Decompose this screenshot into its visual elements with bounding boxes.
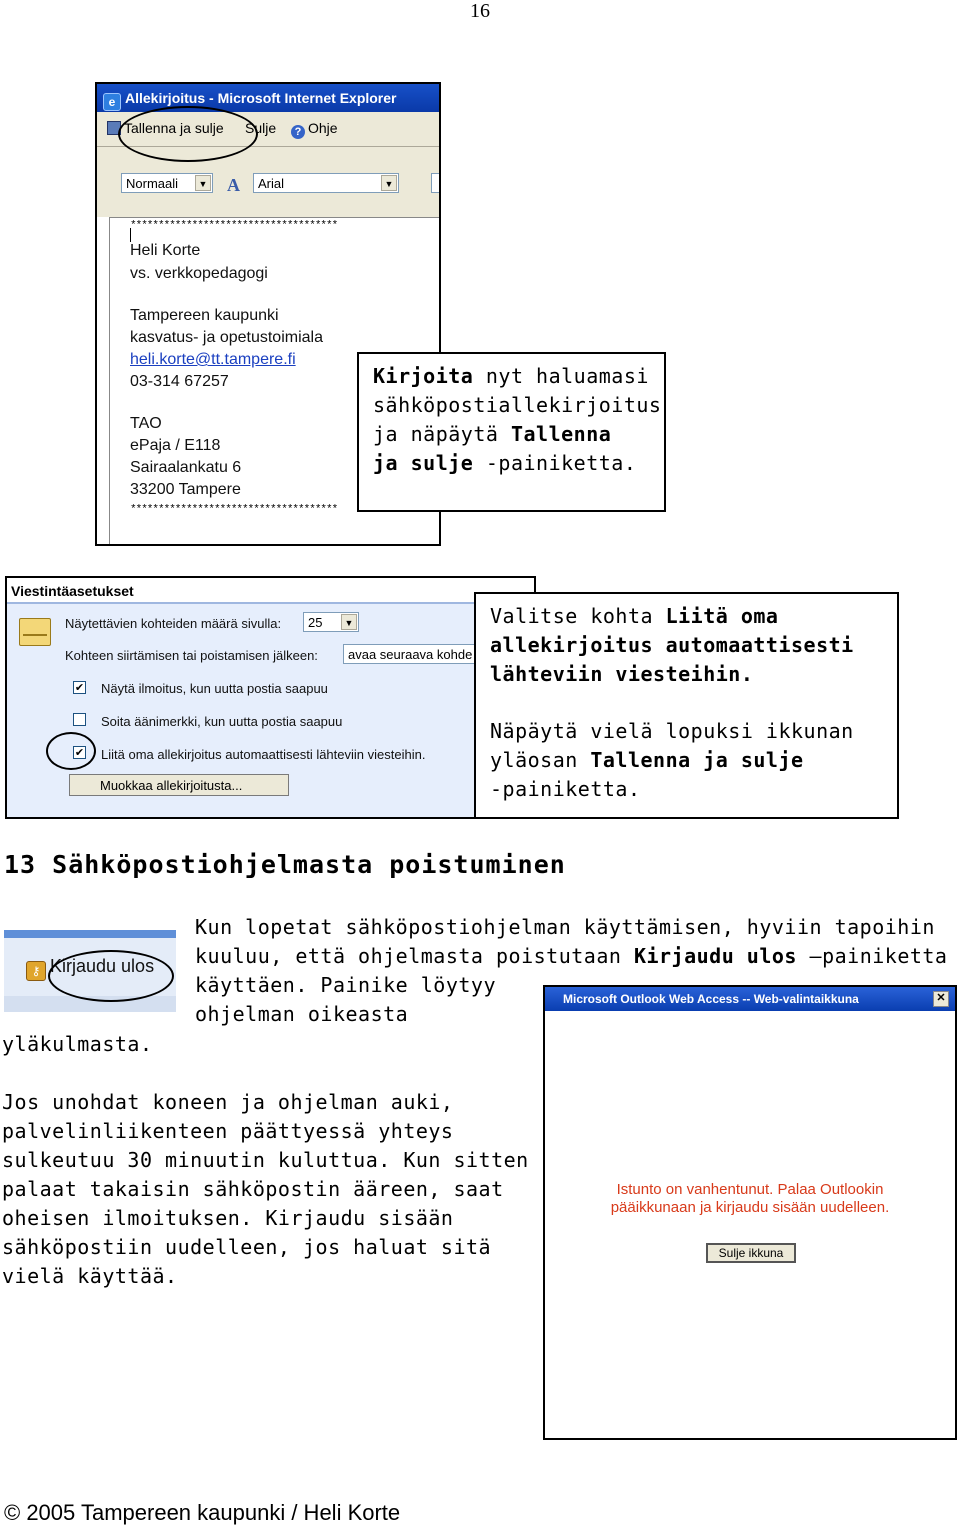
signature-line: Heli Korte [130, 242, 201, 259]
paragraph-line: palaat takaisin sähköpostin ääreen, saat [2, 1177, 504, 1201]
paragraph-line: ohjelman oikeasta [195, 1002, 409, 1026]
signature-email-link[interactable]: heli.korte@tt.tampere.fi [130, 351, 296, 368]
paragraph-line: palvelinliikenteen päättyessä yhteys [2, 1119, 454, 1143]
sound-checkbox[interactable] [73, 713, 86, 726]
editor-title: Allekirjoitus - Microsoft Internet Explorer [125, 90, 397, 106]
highlight-ellipse [118, 106, 258, 162]
sound-label: Soita äänimerkki, kun uutta postia saapuu [101, 714, 343, 729]
save-close-button[interactable]: Tallenna ja sulje [107, 120, 224, 136]
logout-button[interactable]: ⚷ Kirjaudu ulos [26, 956, 154, 981]
help-button[interactable]: ? Ohje [291, 120, 338, 139]
paragraph-line: käyttäen. Painike löytyy [195, 973, 496, 997]
mail-envelope-icon [19, 618, 51, 646]
chevron-down-icon: ▼ [195, 175, 211, 191]
footer-copyright: © 2005 Tampereen kaupunki / Heli Korte [4, 1500, 401, 1525]
font-select[interactable]: Arial ▼ [253, 173, 399, 193]
font-color-icon[interactable]: A [227, 175, 240, 195]
signature-line: 33200 Tampere [130, 481, 241, 498]
internet-explorer-icon: e [103, 93, 121, 111]
help-icon: ? [291, 125, 305, 139]
signature-line: Tampereen kaupunki [130, 307, 279, 324]
section-heading: 13 Sähköpostiohjelmasta poistuminen [4, 850, 566, 879]
messaging-settings-screenshot [5, 576, 536, 819]
notify-checkbox[interactable]: ✔ [74, 682, 85, 694]
close-icon[interactable]: ✕ [933, 991, 949, 1007]
notify-label: Näytä ilmoitus, kun uutta postia saapuu [101, 681, 328, 696]
signature-phone: 03-314 67257 [130, 373, 229, 390]
highlight-ellipse [46, 732, 96, 770]
key-icon: ⚷ [26, 961, 46, 981]
highlight-ellipse [48, 950, 174, 1002]
chevron-down-icon: ▼ [341, 614, 357, 630]
paragraph-line: kuuluu, että ohjelmasta poistutaan Kirjaudu ulos –painiketta [195, 944, 948, 968]
signature-stars-top: ************************************* [130, 220, 338, 232]
dialog-title-bar [545, 987, 955, 1011]
signature-line: Sairaalankatu 6 [130, 459, 242, 476]
format-toolbar [97, 147, 439, 217]
paragraph-line: Jos unohdat koneen ja ohjelman auki, [2, 1090, 454, 1114]
callout-attach-signature: Valitse kohta Liitä oma allekirjoitus automaattisesti lähteviin viesteihin. Näpäytä vielä lopuksi ikkunan yläosan Tallenna ja sulje -painiketta. [474, 592, 899, 819]
chevron-down-icon: ▼ [381, 175, 397, 191]
paragraph-line: sulkeutuu 30 minuutin kuluttua. Kun sitten [2, 1148, 529, 1172]
after-move-label: Kohteen siirtämisen tai poistamisen jälkeen: [65, 648, 318, 663]
paragraph-line: Kun lopetat sähköpostiohjelman käyttämisen, hyviin tapoihin [195, 915, 935, 939]
size-select[interactable] [431, 173, 441, 193]
session-expired-dialog-screenshot [543, 985, 957, 1440]
callout-write-signature: Kirjoita nyt haluamasi sähköpostiallekirjoitus ja näpäytä Tallenna ja sulje -painiketta. [357, 352, 666, 512]
style-select[interactable]: Normaali ▼ [121, 173, 213, 193]
items-per-page-select[interactable]: 25 ▼ [303, 612, 359, 632]
paragraph-line: sähköpostiin uudelleen, jos haluat sitä [2, 1235, 492, 1259]
close-window-button[interactable]: Sulje ikkuna [706, 1243, 796, 1263]
signature-line: TAO [130, 415, 162, 432]
page-number: 16 [470, 0, 490, 22]
signature-stars-bottom: ************************************* [130, 504, 338, 516]
signature-line: vs. verkkopedagogi [130, 265, 268, 282]
paragraph-line: yläkulmasta. [2, 1032, 153, 1056]
signature-line: ePaja / E118 [130, 437, 221, 454]
close-button[interactable]: Sulje [245, 120, 277, 136]
settings-header: Viestintäasetukset [7, 578, 536, 604]
after-move-select[interactable]: avaa seuraava kohde [343, 644, 483, 664]
dialog-message: Istunto on vanhentunut. Palaa Outlookin pääikkunaan ja kirjaudu sisään uudelleen. [610, 1181, 890, 1216]
paragraph-line: oheisen ilmoituksen. Kirjaudu sisään [2, 1206, 454, 1230]
paragraph-line: vielä käyttää. [2, 1264, 178, 1288]
signature-option-label: Liitä oma allekirjoitus automaattisesti lähteviin viesteihin. [101, 747, 426, 762]
dialog-title: Microsoft Outlook Web Access -- Web-valintaikkuna [563, 992, 859, 1006]
items-per-page-label: Näytettävien kohteiden määrä sivulla: [65, 616, 282, 631]
editor-title-bar [97, 84, 439, 112]
edit-signature-button[interactable]: Muokkaa allekirjoitusta... [69, 774, 289, 796]
signature-checkbox[interactable]: ✔ [74, 747, 85, 759]
signature-line: kasvatus- ja opetustoimiala [130, 329, 323, 346]
toolbar-strip [4, 930, 176, 938]
